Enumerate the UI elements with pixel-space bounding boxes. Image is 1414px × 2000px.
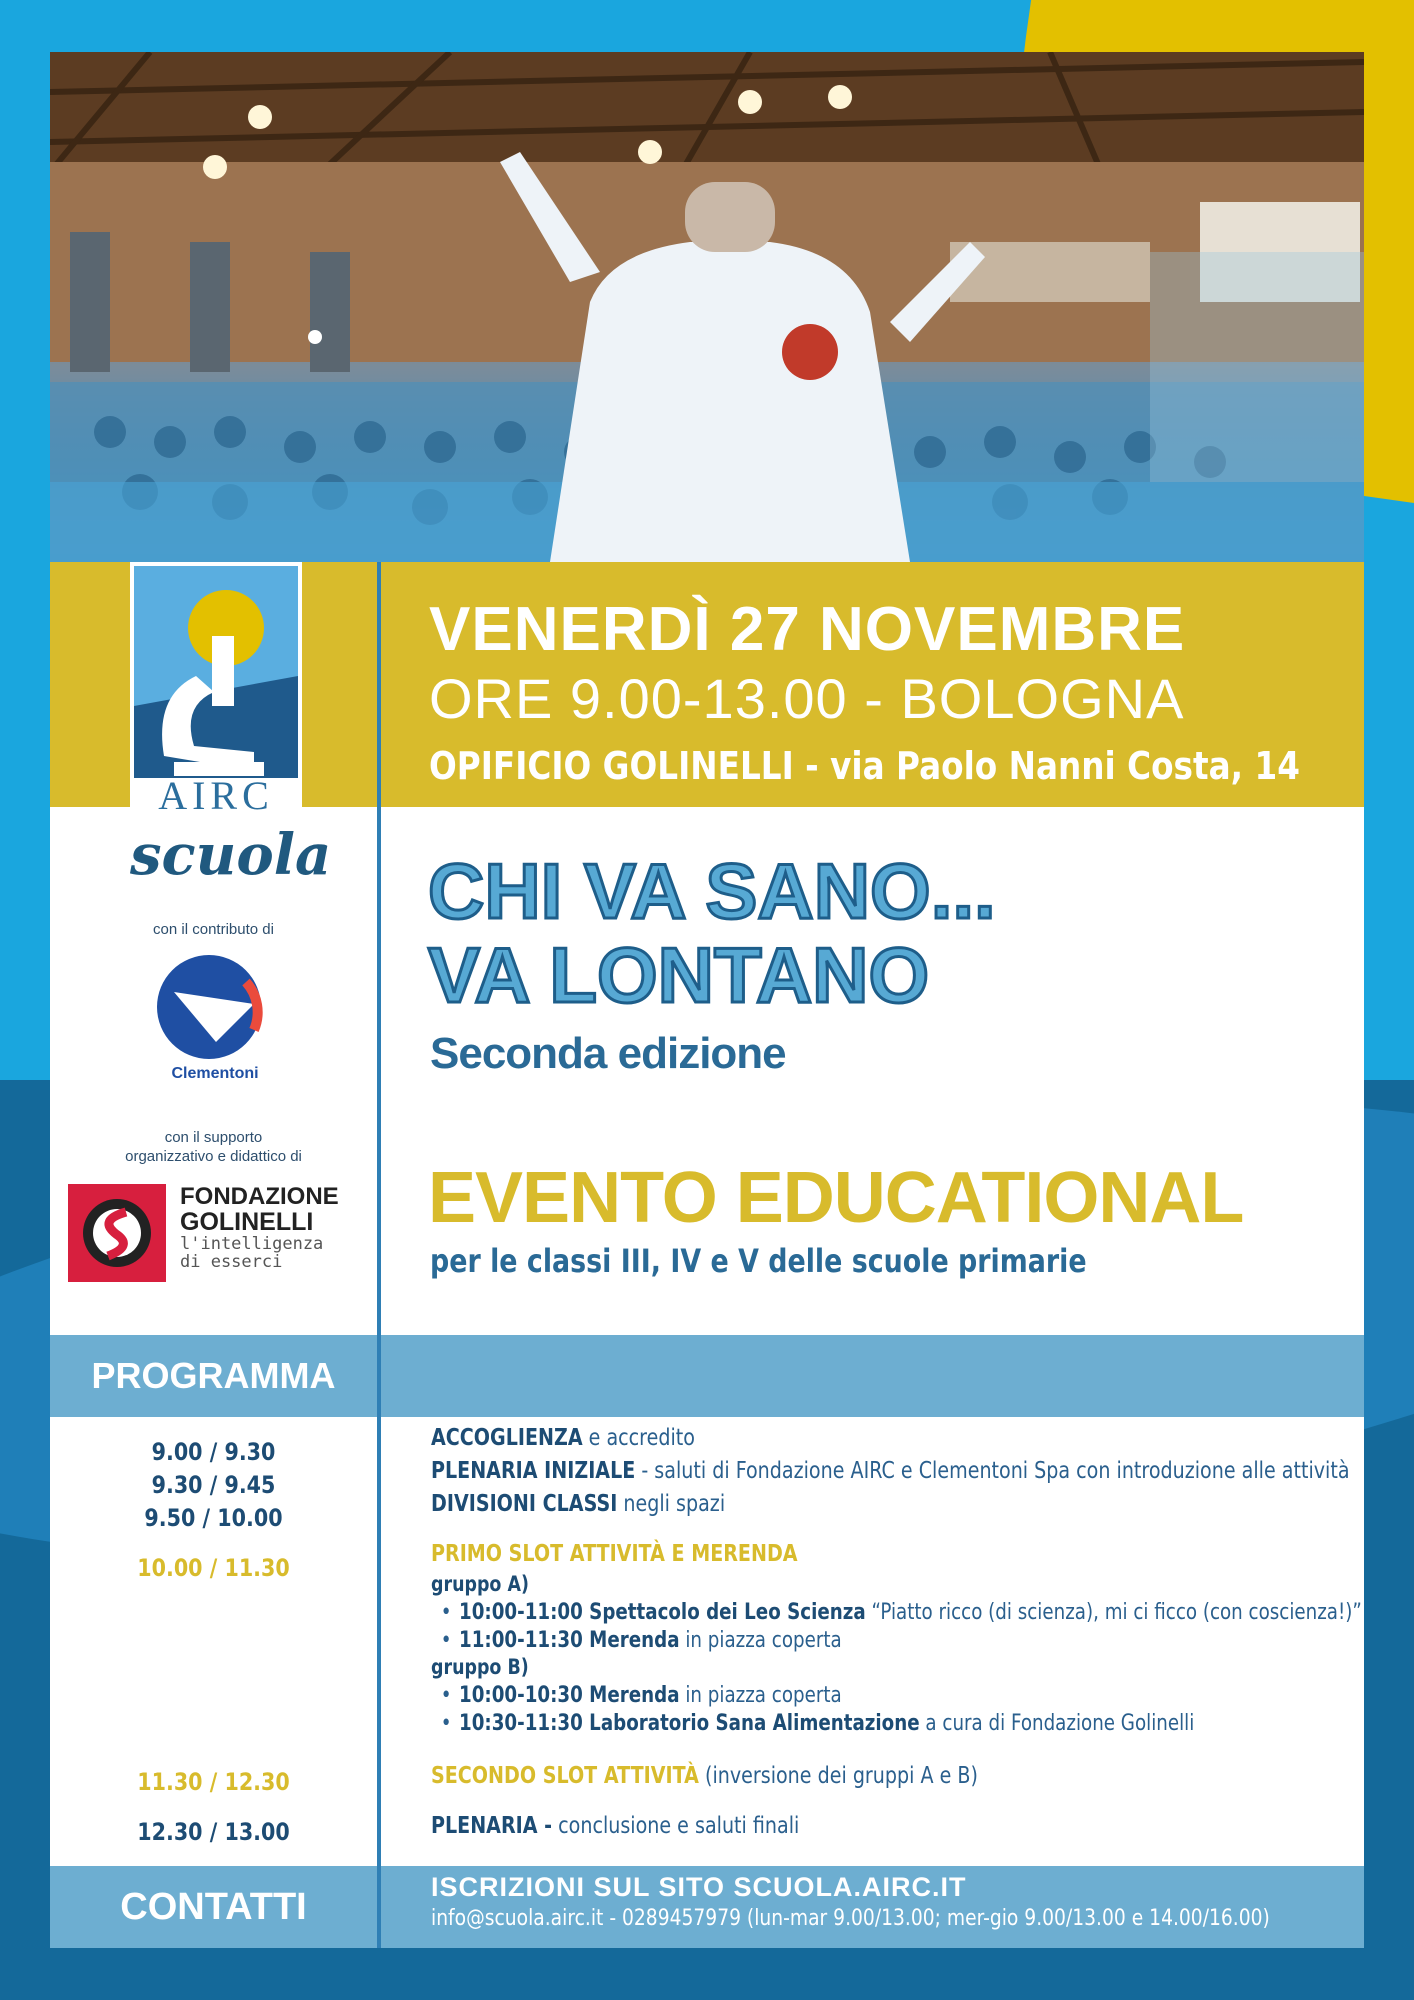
scuola-wordmark: scuola bbox=[130, 822, 332, 888]
contacts-label: CONTATTI bbox=[120, 1886, 307, 1928]
event-date: VENERDÌ 27 NOVEMBRE bbox=[429, 595, 1186, 664]
edition-subtitle: Seconda edizione bbox=[430, 1029, 786, 1078]
golinelli-line-1: FONDAZIONE bbox=[180, 1183, 339, 1210]
group-label: gruppo B) bbox=[431, 1655, 529, 1679]
golinelli-wordmark bbox=[180, 1185, 380, 1271]
time-slot: 11.30 / 12.30 bbox=[137, 1768, 290, 1796]
event-time-place: ORE 9.00-13.00 - BOLOGNA bbox=[429, 667, 1185, 730]
time-slot: 12.30 / 13.00 bbox=[137, 1818, 290, 1846]
program-row-title: ACCOGLIENZA bbox=[431, 1425, 583, 1451]
golinelli-line-4: di esserci bbox=[180, 1252, 283, 1272]
event-header bbox=[381, 562, 1364, 807]
program-row-text: e accredito bbox=[582, 1425, 695, 1451]
program-row-text: - saluti di Fondazione AIRC e Clementoni Spa con introduzione alle attività bbox=[635, 1458, 1350, 1484]
clementoni-logo bbox=[154, 952, 274, 1062]
support-note-2: organizzativo e didattico di bbox=[125, 1148, 302, 1165]
clementoni-name: Clementoni bbox=[171, 1065, 259, 1082]
program-row-title: DIVISIONI CLASSI bbox=[431, 1491, 618, 1517]
contact-info[interactable]: info@scuola.airc.it - 0289457979 (lun-mar 9.00/13.00; mer-gio 9.00/13.00 e 14.00/16.00) bbox=[431, 1906, 1270, 1931]
bullet-title: 11:00-11:30 Merenda bbox=[459, 1628, 680, 1653]
bullet-title: 10:30-11:30 Laboratorio Sana Alimentazione bbox=[459, 1711, 920, 1736]
group-label: gruppo A) bbox=[431, 1572, 529, 1596]
program-row bbox=[431, 1491, 725, 1517]
slot-title: PRIMO SLOT ATTIVITÀ E MERENDA bbox=[431, 1541, 798, 1567]
program-bullet bbox=[459, 1683, 842, 1708]
bullet-text: a cura di Fondazione Golinelli bbox=[919, 1711, 1195, 1736]
time-slot: 9.50 / 10.00 bbox=[144, 1504, 283, 1532]
program-row bbox=[431, 1813, 799, 1839]
program-bullet bbox=[459, 1711, 1194, 1736]
program-row-text: (inversione dei gruppi A e B) bbox=[698, 1763, 978, 1789]
contribution-note: con il contributo di bbox=[153, 921, 274, 938]
time-slot: 9.00 / 9.30 bbox=[151, 1438, 276, 1466]
title-line-1: CHI VA SANO... bbox=[428, 847, 996, 935]
flyer-card bbox=[50, 52, 1364, 1948]
program-bullet bbox=[459, 1628, 842, 1653]
event-venue: OPIFICIO GOLINELLI - via Paolo Nanni Costa, 14 bbox=[429, 744, 1300, 788]
programma-label: PROGRAMMA bbox=[91, 1355, 336, 1396]
bullet-text: in piazza coperta bbox=[679, 1683, 842, 1708]
golinelli-line-2: GOLINELLI bbox=[180, 1208, 314, 1236]
support-note-1: con il supporto bbox=[164, 1129, 263, 1146]
golinelli-logo-mark bbox=[68, 1184, 166, 1282]
program-row-title: PLENARIA - bbox=[431, 1813, 553, 1839]
time-slot: 10.00 / 11.30 bbox=[137, 1554, 290, 1582]
program-row-title: PLENARIA INIZIALE bbox=[431, 1458, 636, 1484]
slot-title: SECONDO SLOT ATTIVITÀ bbox=[431, 1763, 699, 1789]
golinelli-line-3: l'intelligenza bbox=[180, 1234, 324, 1254]
column-divider bbox=[377, 562, 381, 1948]
airc-wordmark: AIRC bbox=[158, 773, 274, 818]
bullet-title: 10:00-10:30 Merenda bbox=[459, 1683, 680, 1708]
program-row bbox=[431, 1458, 1350, 1484]
auditorium-photo bbox=[50, 52, 1364, 562]
audience: per le classi III, IV e V delle scuole primarie bbox=[430, 1242, 1087, 1280]
program-row-text: conclusione e saluti finali bbox=[552, 1813, 800, 1839]
program-row bbox=[431, 1425, 695, 1451]
program-bullet bbox=[459, 1600, 1362, 1625]
bullet-title: 10:00-11:00 Spettacolo dei Leo Scienza bbox=[459, 1600, 866, 1625]
time-slot: 9.30 / 9.45 bbox=[151, 1471, 276, 1499]
registration-site[interactable]: ISCRIZIONI SUL SITO SCUOLA.AIRC.IT bbox=[431, 1872, 967, 1902]
program-row bbox=[431, 1763, 978, 1789]
program-row bbox=[431, 1541, 798, 1567]
bullet-text: in piazza coperta bbox=[679, 1628, 842, 1653]
program-row-text: negli spazi bbox=[617, 1491, 726, 1517]
event-type: EVENTO EDUCATIONAL bbox=[428, 1158, 1244, 1238]
bullet-text: “Piatto ricco (di scienza), mi ci ficco (con coscienza!)” bbox=[865, 1600, 1362, 1625]
title-line-2: VA LONTANO bbox=[428, 931, 930, 1019]
